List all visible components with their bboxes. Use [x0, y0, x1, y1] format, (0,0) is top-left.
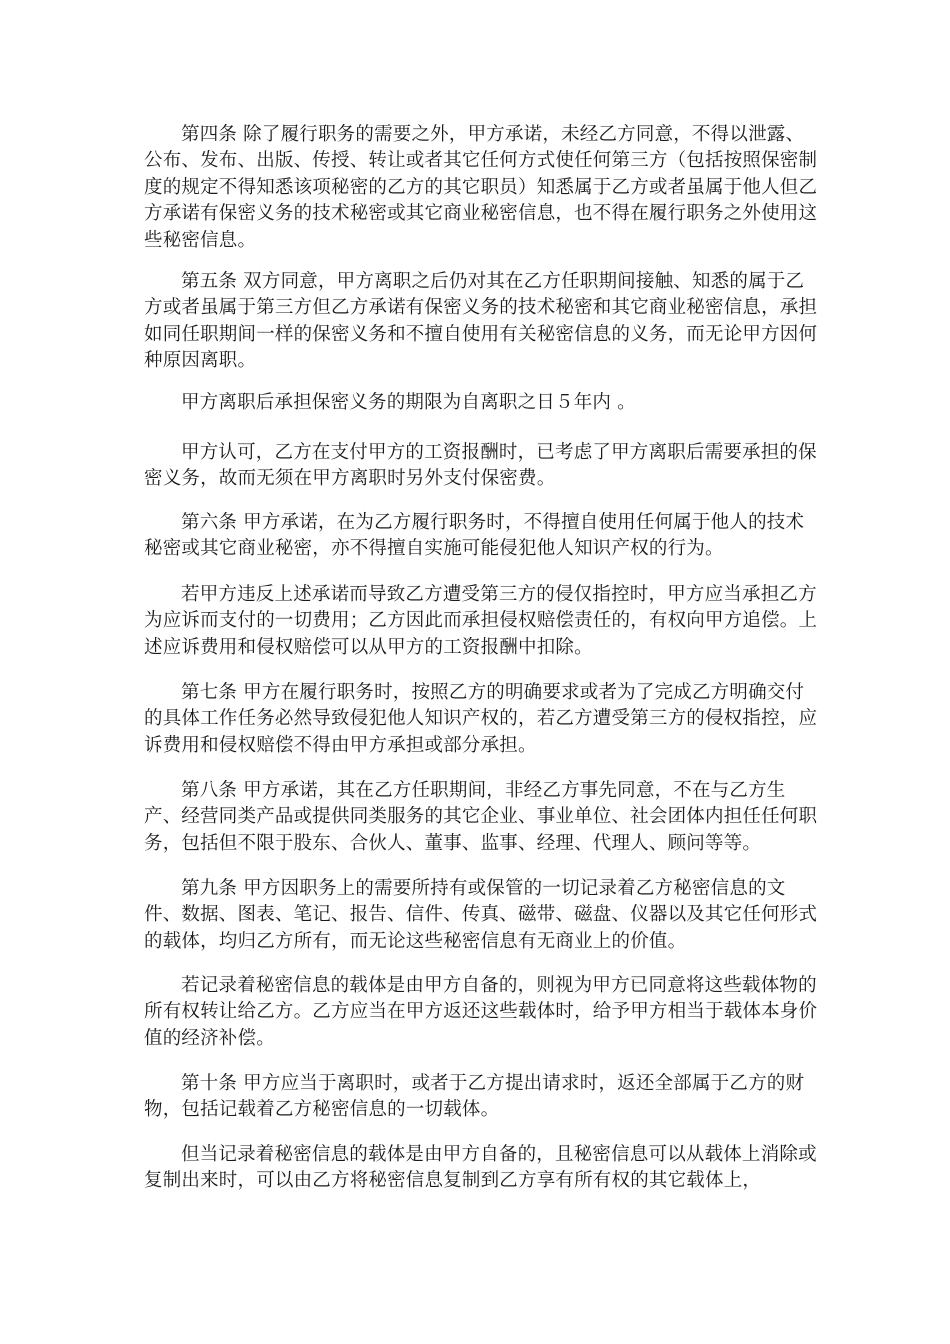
article-6-paragraph: 第六条 甲方承诺，在为乙方履行职务时，不得擅自使用任何属于他人的技术秘密或其它商业秘密，亦不得擅自实施可能侵犯他人知识产权的行为。 [144, 512, 805, 560]
article-7-paragraph: 第七条 甲方在履行职务时，按照乙方的明确要求或者为了完成乙方明确交付的具体工作任务必然导致侵犯他人知识产权的，若乙方遭受第三方的侵权指控，应诉费用和侵权赔偿不得由甲方承担或部分承担。 [144, 682, 818, 756]
confidentiality-term-paragraph: 甲方离职后承担保密义务的期限为自离职之日５年内 。 [181, 392, 636, 413]
salary-acknowledgement-paragraph: 甲方认可，乙方在支付甲方的工资报酬时，已考虑了甲方离职后需要承担的保密义务，故而无须在甲方离职时另外支付保密费。 [144, 442, 817, 490]
article-8-paragraph: 第八条 甲方承诺，其在乙方任职期间，非经乙方事先同意，不在与乙方生产、经营同类产品或提供同类服务的其它企业、事业单位、社会团体内担任任何职务，包括但不限于股东、合伙人、董事、监事、经理、代理人、顾问等等。 [144, 780, 818, 854]
carrier-ownership-paragraph: 若记录着秘密信息的载体是由甲方自备的，则视为甲方已同意将这些载体物的所有权转让给乙方。乙方应当在甲方返还这些载体时，给予甲方相当于载体本身价值的经济补偿。 [144, 975, 818, 1049]
article-10-paragraph: 第十条 甲方应当于离职时，或者于乙方提出请求时，返还全部属于乙方的财物，包括记载着乙方秘密信息的一切载体。 [144, 1073, 805, 1121]
article-4-paragraph: 第四条 除了履行职务的需要之外，甲方承诺，未经乙方同意，不得以泄露、公布、发布、出版、传授、转让或者其它任何方式使任何第三方（包括按照保密制度的规定不得知悉该项秘密的乙方的其它职员）知悉属于乙方或者虽属于他人但乙方承诺有保密义务的技术秘密或其它商业秘密信息，也不得在履行职务之外使用这些秘密信息。 [144, 124, 818, 251]
article-5-paragraph: 第五条 双方同意，甲方离职之后仍对其在乙方任职期间接触、知悉的属于乙方或者虽属于第三方但乙方承诺有保密义务的技术秘密和其它商业秘密信息，承担如同任职期间一样的保密义务和不擅自使用有关秘密信息的义务，而无论甲方因何种原因离职。 [144, 271, 818, 372]
carrier-copy-paragraph: 但当记录着秘密信息的载体是由甲方自备的，且秘密信息可以从载体上消除或复制出来时，可以由乙方将秘密信息复制到乙方享有所有权的其它载体上， [144, 1144, 817, 1192]
infringement-liability-paragraph: 若甲方违反上述承诺而导致乙方遭受第三方的侵仅指控时，甲方应当承担乙方为应诉而支付的一切费用；乙方因此而承担侵权赔偿责任的，有权向甲方追偿。上述应诉费用和侵权赔偿可以从甲方的工资报酬中扣除。 [144, 584, 818, 658]
article-9-paragraph: 第九条 甲方因职务上的需要所持有或保管的一切记录着乙方秘密信息的文件、数据、图表、笔记、报告、信件、传真、磁带、磁盘、仪器以及其它任何形式的载体，均归乙方所有，而无论这些秘密信息有无商业上的价值。 [144, 878, 818, 952]
